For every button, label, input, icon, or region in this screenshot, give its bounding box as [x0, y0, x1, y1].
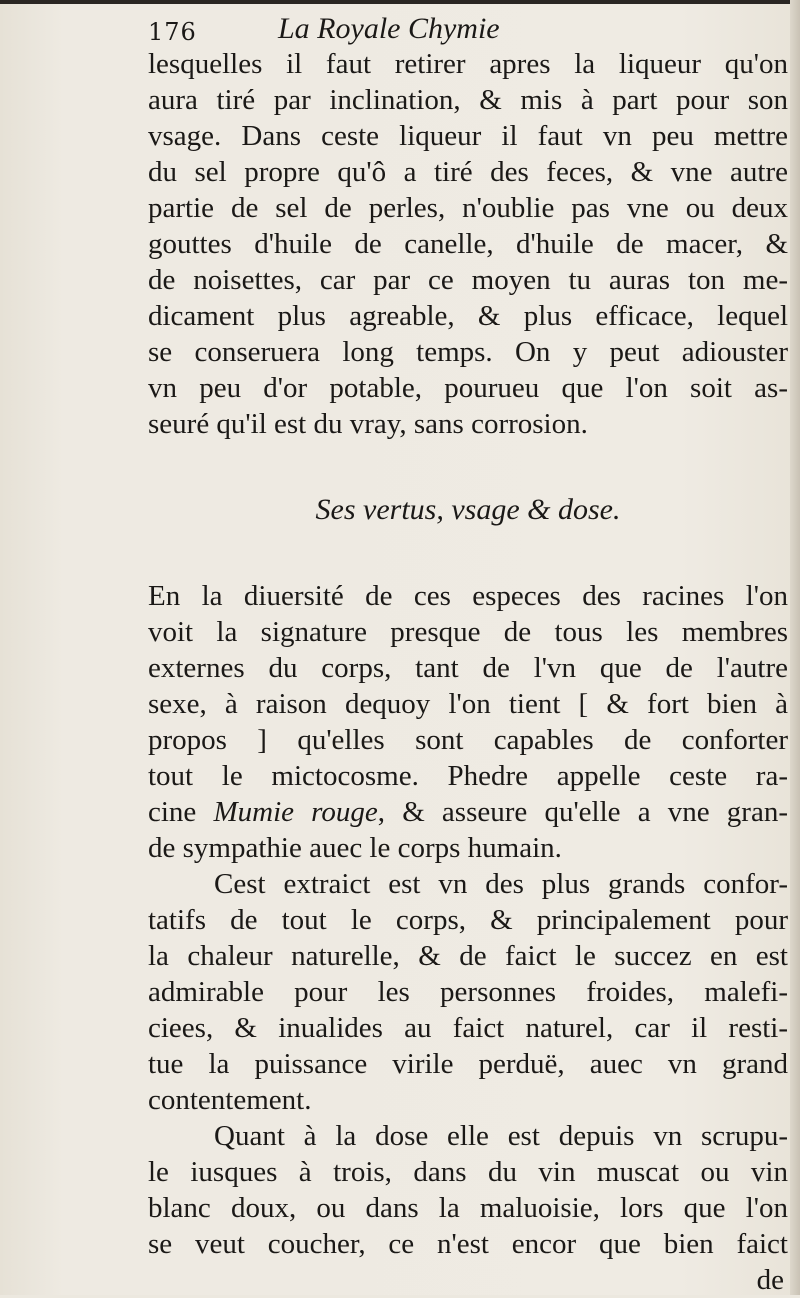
text-line: externes du corps, tant de l'vn que de l'autre: [148, 652, 788, 684]
text-line: se veut coucher, ce n'est encor que bien faict: [148, 1228, 788, 1260]
text-line: propos ] qu'elles sont capables de conforter: [148, 724, 788, 756]
text-line: lesquelles il faut retirer apres la liqueur qu'on: [148, 48, 788, 80]
text-line: En la diuersité de ces especes des racines l'on: [148, 580, 788, 612]
text-line: voit la signature presque de tous les membres: [148, 616, 788, 648]
catchword: de: [756, 1264, 784, 1296]
paragraph-4: [148, 1118, 788, 1262]
paragraph-1: [148, 46, 788, 442]
text-run: , & asseure qu'elle a vne gran-: [377, 796, 788, 828]
text-line: sexe, à raison dequoy l'on tient [ & fort bien à: [148, 688, 788, 720]
text-line: vn peu d'or potable, pourueu que l'on soit as-: [148, 372, 788, 404]
text-line: le iusques à trois, dans du vin muscat ou vin: [148, 1156, 788, 1188]
text-line: de noisettes, car par ce moyen tu auras ton me-: [148, 264, 788, 296]
section-heading: Ses vertus, vsage & dose.: [315, 493, 621, 526]
text-line: partie de sel de perles, n'oublie pas vne ou deux: [148, 192, 788, 224]
text-line: tue la puissance virile perduë, auec vn grand: [148, 1048, 788, 1080]
text-line: contentement.: [148, 1084, 312, 1116]
page-number: 176: [148, 18, 197, 46]
text-line: se conseruera long temps. On y peut adiouster: [148, 336, 788, 368]
text-line: ciees, & inualides au faict naturel, car il resti-: [148, 1012, 788, 1044]
text-line: blanc doux, ou dans la maluoisie, lors que l'on: [148, 1192, 788, 1224]
text-line: la chaleur naturelle, & de faict le succez en est: [148, 940, 788, 972]
text-line: aura tiré par inclination, & mis à part pour son: [148, 84, 788, 116]
page-header: [148, 10, 708, 46]
text-line: de sympathie auec le corps humain.: [148, 832, 562, 864]
text-line: seuré qu'il est du vray, sans corrosion.: [148, 408, 588, 440]
page-edge-shadow: [790, 0, 800, 1295]
body-text: [148, 46, 788, 1298]
text-run: cine: [148, 796, 214, 828]
text-line: tout le mictocosme. Phedre appelle ceste ra-: [148, 760, 788, 792]
paragraph-3: [148, 866, 788, 1118]
text-line: du sel propre qu'ô a tiré des feces, & vne autre: [148, 156, 788, 188]
paragraph-2: [148, 578, 788, 866]
text-line: gouttes d'huile de canelle, d'huile de macer, &: [148, 228, 788, 260]
text-line: tatifs de tout le corps, & principalement pour: [148, 904, 788, 936]
italic-term: Mumie rouge: [213, 796, 378, 828]
text-line: Quant à la dose elle est depuis vn scrupu-: [214, 1120, 788, 1152]
top-border: [0, 0, 800, 4]
text-line: admirable pour les personnes froides, malefi-: [148, 976, 788, 1008]
text-line: vsage. Dans ceste liqueur il faut vn peu mettre: [148, 120, 788, 152]
text-line: Cest extraict est vn des plus grands confor-: [214, 868, 788, 900]
text-line: [148, 794, 788, 830]
running-head: La Royale Chymie: [278, 12, 500, 45]
text-line: dicament plus agreable, & plus efficace, lequel: [148, 300, 788, 332]
